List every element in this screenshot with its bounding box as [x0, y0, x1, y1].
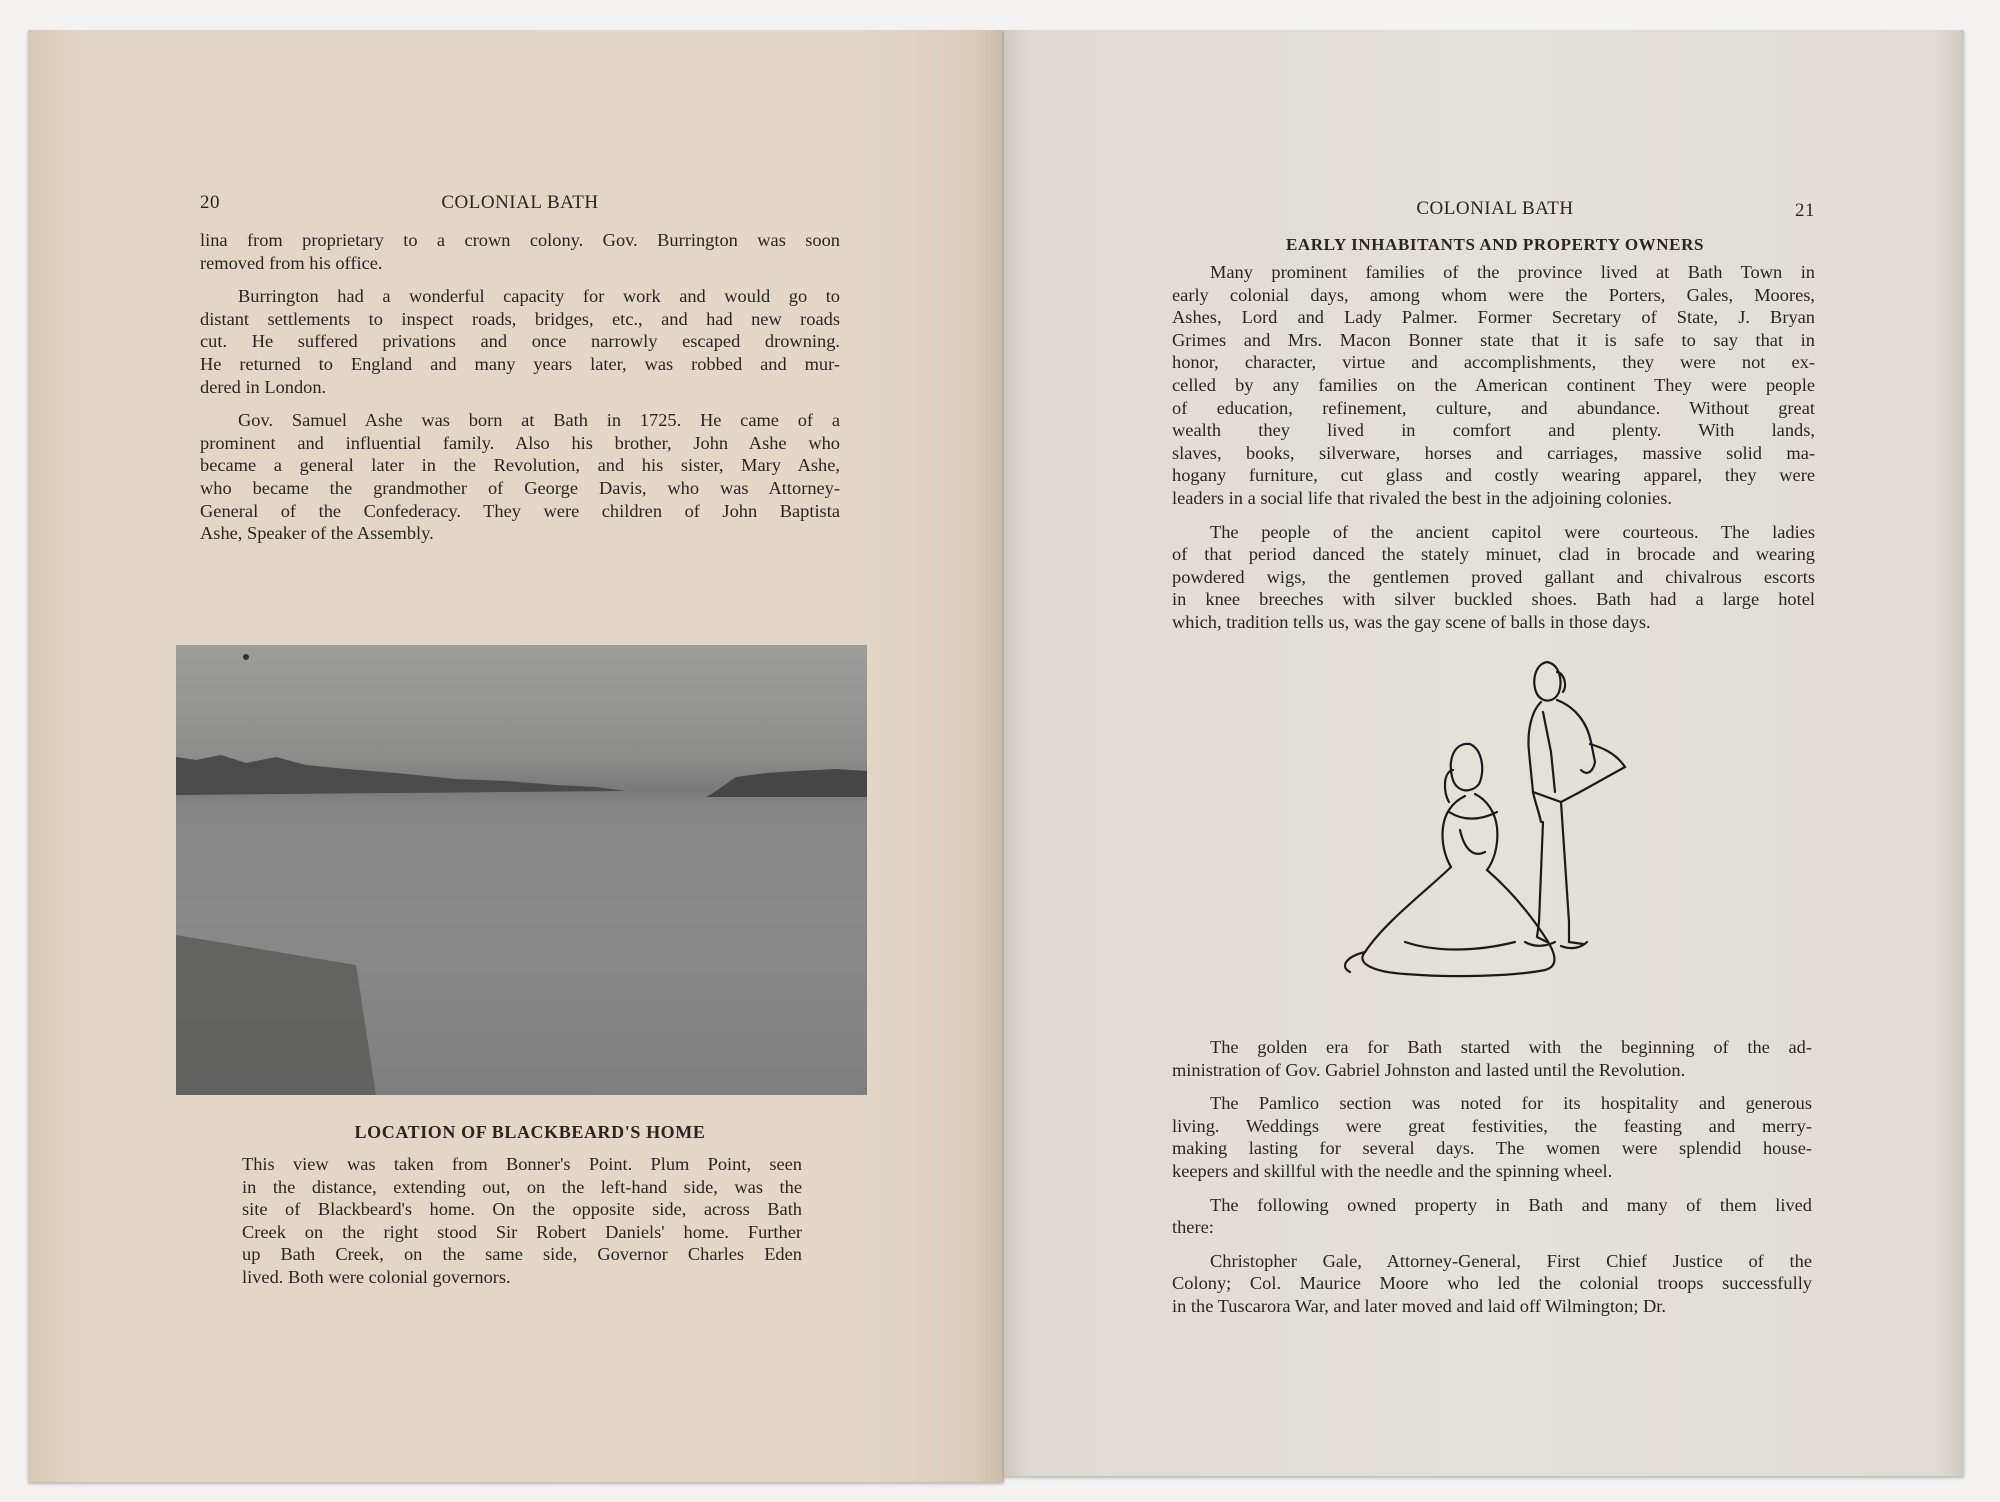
- text-line: in the Tuscarora War, and later moved and laid off Wilmington; Dr.: [1172, 1295, 1667, 1316]
- text-line: Gov. Samuel Ashe was born at Bath in 1725. He came of a: [238, 410, 840, 431]
- text-line: distant settlements to inspect roads, bridges, etc., and had new roads: [200, 308, 840, 329]
- photo-caption: [242, 1153, 802, 1300]
- photo-landscape-image: [176, 645, 867, 1095]
- text-line: The following owned property in Bath and many of them lived: [1210, 1194, 1812, 1215]
- text-line: celled by any families on the American continent They were people: [1172, 374, 1815, 395]
- text-line: in the distance, extending out, on the left-hand side, was the: [242, 1176, 802, 1197]
- section-heading: EARLY INHABITANTS AND PROPERTY OWNERS: [1285, 235, 1705, 254]
- lady-figure: [1345, 744, 1554, 976]
- text-line: of that period danced the stately minuet, clad in brocade and wearing: [1172, 544, 1815, 565]
- text-line: The people of the ancient capitol were courteous. The ladies: [1210, 521, 1815, 542]
- text-line: slaves, books, silverware, horses and carriages, massive solid ma-: [1172, 442, 1815, 463]
- paragraph: [1172, 261, 1815, 510]
- text-line: there:: [1172, 1217, 1214, 1238]
- text-line: making lasting for several days. The women were splendid house-: [1172, 1138, 1812, 1159]
- right-body-text-top: [1172, 261, 1815, 645]
- foreground-dock: [176, 935, 376, 1095]
- text-line: Ashe, Speaker of the Assembly.: [200, 523, 434, 544]
- page-number-left: 20: [200, 192, 220, 213]
- text-line: became a general later in the Revolution, and his sister, Mary Ashe,: [200, 455, 840, 476]
- caption-title: LOCATION OF BLACKBEARD'S HOME: [354, 1122, 706, 1142]
- illustration-colonial-couple: [1325, 652, 1670, 1004]
- text-line: who became the grandmother of George Davis, who was Attorney-: [200, 477, 840, 498]
- text-line: lina from proprietary to a crown colony. Gov. Burrington was soon: [200, 230, 840, 250]
- text-line: Grimes and Mrs. Macon Bonner state that it is safe to say that in: [1172, 329, 1815, 350]
- text-line: keepers and skillful with the needle and the spinning wheel.: [1172, 1160, 1613, 1181]
- photo-bath-creek: [176, 645, 867, 1095]
- text-line: Burrington had a wonderful capacity for work and would go to: [238, 286, 840, 307]
- text-line: early colonial days, among whom were the Porters, Gales, Moores,: [1172, 284, 1815, 305]
- paragraph: [1172, 521, 1815, 634]
- page-number-right: 21: [1795, 200, 1815, 221]
- text-line: leaders in a social life that rivaled the best in the adjoining colonies.: [1172, 487, 1672, 508]
- paragraph: [242, 1153, 802, 1289]
- text-line: Ashes, Lord and Lady Palmer. Former Secretary of State, J. Bryan: [1172, 307, 1815, 328]
- paragraph: [200, 229, 840, 274]
- text-line: removed from his office.: [200, 252, 383, 273]
- text-line: of education, refinement, culture, and abundance. Without great: [1172, 397, 1815, 418]
- running-title-left: COLONIAL BATH: [441, 192, 599, 213]
- text-line: This view was taken from Bonner's Point. Plum Point, seen: [242, 1154, 802, 1174]
- text-line: Creek on the right stood Sir Robert Daniels' home. Further: [242, 1221, 802, 1242]
- left-body-text: [200, 229, 840, 556]
- paragraph: [200, 285, 840, 398]
- far-shoreline-right: [706, 769, 867, 797]
- text-line: ministration of Gov. Gabriel Johnston and lasted until the Revolution.: [1172, 1059, 1686, 1080]
- text-line: lived. Both were colonial governors.: [242, 1266, 511, 1287]
- text-line: Colony; Col. Maurice Moore who led the colonial troops successfully: [1172, 1273, 1812, 1294]
- text-line: Christopher Gale, Attorney-General, First Chief Justice of the: [1210, 1250, 1812, 1271]
- text-line: cut. He suffered privations and once narrowly escaped drowning.: [200, 331, 840, 352]
- text-line: Many prominent families of the province lived at Bath Town in: [1210, 262, 1815, 282]
- text-line: He returned to England and many years later, was robbed and mur-: [200, 353, 840, 374]
- text-line: up Bath Creek, on the same side, Governor Charles Eden: [242, 1244, 802, 1265]
- paragraph: [1172, 1036, 1812, 1081]
- gentleman-figure: [1525, 662, 1625, 948]
- text-line: The Pamlico section was noted for its hospitality and generous: [1210, 1093, 1812, 1114]
- text-line: hogany furniture, cut glass and costly wearing apparel, they were: [1172, 465, 1815, 486]
- paragraph: [1172, 1092, 1812, 1182]
- paragraph: [1172, 1194, 1812, 1239]
- text-line: honor, character, virtue and accomplishments, they were not ex-: [1172, 352, 1815, 373]
- text-line: The golden era for Bath started with the beginning of the ad-: [1210, 1037, 1812, 1057]
- text-line: prominent and influential family. Also his brother, John Ashe who: [200, 432, 840, 453]
- text-line: wealth they lived in comfort and plenty. With lands,: [1172, 420, 1815, 441]
- text-line: General of the Confederacy. They were children of John Baptista: [200, 500, 840, 521]
- running-title-right: COLONIAL BATH: [1416, 198, 1574, 219]
- text-line: site of Blackbeard's home. On the opposite side, across Bath: [242, 1199, 802, 1220]
- paragraph: [1172, 1250, 1812, 1318]
- paragraph: [200, 409, 840, 545]
- text-line: which, tradition tells us, was the gay scene of balls in those days.: [1172, 611, 1651, 632]
- text-line: in knee breeches with silver buckled shoes. Bath had a large hotel: [1172, 589, 1815, 610]
- text-line: dered in London.: [200, 376, 327, 397]
- text-line: living. Weddings were great festivities, the feasting and merry-: [1172, 1115, 1812, 1136]
- far-shoreline-left: [176, 755, 626, 795]
- right-body-text-bottom: [1172, 1036, 1812, 1329]
- text-line: powdered wigs, the gentlemen proved gallant and chivalrous escorts: [1172, 566, 1815, 587]
- photo-spot: [243, 654, 249, 660]
